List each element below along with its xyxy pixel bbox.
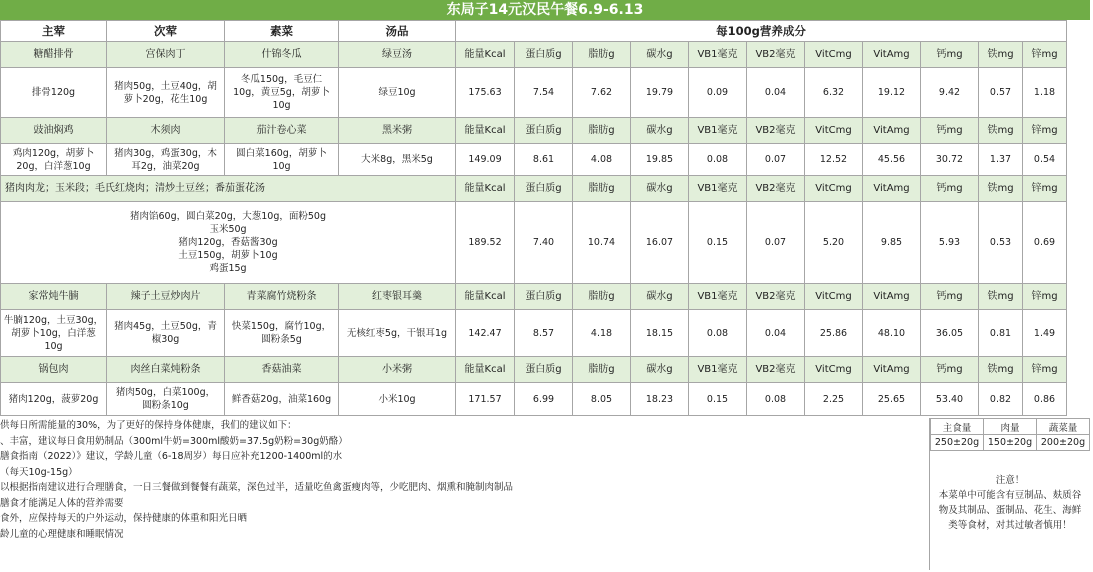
ingredient-line: 圆粉条5g (261, 334, 302, 345)
ingredient-line: 小米10g (378, 393, 416, 405)
ingredient-line: 圆粉条10g (142, 400, 189, 411)
nutrient-value: 12.52 (805, 144, 863, 176)
nutrient-value: 8.05 (573, 383, 631, 416)
nutrient-value: 0.08 (689, 310, 747, 357)
nutrient-label: 钙mg (921, 284, 979, 310)
nutrient-label: 锌mg (1023, 118, 1067, 144)
ingredient-line: 耳2g，油菜20g (131, 160, 200, 172)
nutrient-label: VitCmg (805, 284, 863, 310)
dish-ingredients (339, 68, 456, 118)
dish-name-main: 豉油焖鸡 (1, 118, 107, 144)
nutrient-label: VitAmg (863, 118, 921, 144)
dish-ingredients (107, 383, 225, 416)
header-main: 主荤 (1, 21, 107, 42)
nutrient-value: 18.23 (631, 383, 689, 416)
nutrient-label: 铁mg (979, 357, 1023, 383)
nutrient-label: 锌mg (1023, 176, 1067, 202)
nutrient-label: 锌mg (1023, 284, 1067, 310)
nutrient-value: 19.79 (631, 68, 689, 118)
dish-label-row (1, 176, 1067, 202)
nutrient-value: 4.18 (573, 310, 631, 357)
nutrient-label: 蛋白质g (515, 176, 573, 202)
combo-dish-title: 猪肉肉龙；玉米段；毛氏红烧肉；清炒土豆丝；番茄蛋花汤 (1, 176, 456, 202)
combo-ingredients (1, 202, 456, 284)
dish-ingredients (225, 310, 339, 357)
ingredient-line: 鸡肉120g，胡萝卜 (12, 147, 95, 159)
nutrient-label: VB2毫克 (747, 118, 805, 144)
nutrient-value: 7.62 (573, 68, 631, 118)
ingredient-line: 鸡蛋15g (209, 263, 247, 274)
nutrient-value: 9.85 (863, 202, 921, 284)
nutrient-label: VitCmg (805, 42, 863, 68)
nutrient-label: 铁mg (979, 118, 1023, 144)
nutrient-value: 0.15 (689, 383, 747, 416)
note-line: 龄儿童的心理健康和睡眠情况 (0, 528, 124, 540)
nutrient-value: 8.57 (515, 310, 573, 357)
dish-value-row (1, 383, 1067, 416)
nutrient-label: VB1毫克 (689, 176, 747, 202)
nutrient-value: 10.74 (573, 202, 631, 284)
ingredient-line: 绿豆10g (378, 87, 416, 98)
nutrient-label: VB1毫克 (689, 357, 747, 383)
dish-label-row (1, 357, 1067, 383)
nutrient-value: 0.07 (747, 202, 805, 284)
ingredient-line: 10g，黄豆5g，胡萝卜 (233, 87, 330, 98)
nutrient-label: 能量Kcal (456, 176, 515, 202)
nutrient-value: 1.18 (1023, 68, 1067, 118)
dish-name-veg: 青菜腐竹烧粉条 (225, 284, 339, 310)
nutrient-value: 0.04 (747, 68, 805, 118)
allergy-note (930, 451, 1090, 533)
nutrient-label: 蛋白质g (515, 118, 573, 144)
dish-value-row (1, 68, 1067, 118)
dish-name-soup: 红枣银耳羹 (339, 284, 456, 310)
header-soup: 汤品 (339, 21, 456, 42)
allergy-note-line: 类等食材，对其过敏者慎用！ (948, 520, 1072, 531)
nutrient-label: 脂肪g (573, 176, 631, 202)
dish-name-second: 肉丝白菜炖粉条 (107, 357, 225, 383)
dish-ingredients (1, 383, 107, 416)
nutrient-label: 铁mg (979, 284, 1023, 310)
ingredient-line: 猪肉120g，菠萝20g (8, 393, 99, 405)
portion-standard-table (930, 418, 1090, 451)
nutrient-label: VitCmg (805, 176, 863, 202)
nutrient-label: 碳水g (631, 284, 689, 310)
nutrient-label: VB1毫克 (689, 118, 747, 144)
nutrient-label: VitAmg (863, 357, 921, 383)
dish-name-soup: 小米粥 (339, 357, 456, 383)
dish-name-second: 辣子土豆炒肉片 (107, 284, 225, 310)
header-nutrition: 每100g营养成分 (456, 21, 1067, 42)
nutrient-value: 48.10 (863, 310, 921, 357)
standard-box (929, 418, 1090, 570)
std-value-veg: 200±20g (1037, 435, 1090, 451)
header-row (1, 21, 1067, 42)
nutrient-label: VitAmg (863, 284, 921, 310)
nutrient-value: 189.52 (456, 202, 515, 284)
note-line: 以根据指南建议进行合理膳食，一日三餐做到餐餐有蔬菜，深色过半，适量吃鱼禽蛋瘦肉等，少吃肥肉、烟熏和腌制肉制品 (0, 482, 514, 493)
dish-value-row (1, 144, 1067, 176)
nutrient-label: VitAmg (863, 42, 921, 68)
nutrient-value: 171.57 (456, 383, 515, 416)
std-header-staple: 主食量 (931, 419, 984, 435)
nutrient-label: 锌mg (1023, 42, 1067, 68)
nutrient-label: VB1毫克 (689, 42, 747, 68)
std-header-meat: 肉量 (984, 419, 1037, 435)
nutrient-value: 1.49 (1023, 310, 1067, 357)
note-line: 食外，应保持每天的户外运动，保持健康的体重和阳光日晒 (0, 513, 248, 524)
ingredient-line: 椒30g (151, 334, 180, 345)
note-line: 膳食指南（2022）》建议，学龄儿童（6-18周岁）每日应补充1200-1400ml的水 (0, 451, 343, 462)
nutrient-label: VB1毫克 (689, 284, 747, 310)
nutrient-value: 0.54 (1023, 144, 1067, 176)
std-value-meat: 150±20g (984, 435, 1037, 451)
note-line: 膳食才能满足人体的营养需要 (0, 497, 124, 509)
dish-label-row (1, 118, 1067, 144)
allergy-note-line: 物及其制品、蛋制品、花生、海鲜 (938, 505, 1082, 516)
nutrient-value: 53.40 (921, 383, 979, 416)
dish-name-second: 宫保肉丁 (107, 42, 225, 68)
dish-ingredients (107, 310, 225, 357)
nutrient-value: 16.07 (631, 202, 689, 284)
nutrient-value: 0.82 (979, 383, 1023, 416)
nutrient-value: 0.81 (979, 310, 1023, 357)
note-line: 供每日所需能量的30%，为了更好的保持身体健康，我们的建议如下： (0, 420, 297, 431)
dish-ingredients (1, 310, 107, 357)
nutrient-value: 7.54 (515, 68, 573, 118)
dish-ingredients (107, 68, 225, 118)
nutrient-label: 能量Kcal (456, 42, 515, 68)
dish-ingredients (225, 383, 339, 416)
dish-name-second: 木须肉 (107, 118, 225, 144)
nutrient-value: 0.15 (689, 202, 747, 284)
nutrient-label: 蛋白质g (515, 42, 573, 68)
nutrient-label: VB2毫克 (747, 357, 805, 383)
allergy-note-title: 注意！ (995, 475, 1025, 486)
dish-ingredients (339, 383, 456, 416)
ingredient-line: 大米8g，黑米5g (361, 154, 433, 165)
dish-ingredients (225, 68, 339, 118)
nutrient-value: 8.61 (515, 144, 573, 176)
nutrient-value: 0.08 (689, 144, 747, 176)
dish-value-row (1, 310, 1067, 357)
nutrient-value: 19.12 (863, 68, 921, 118)
nutrient-value: 6.32 (805, 68, 863, 118)
nutrient-label: VB2毫克 (747, 42, 805, 68)
nutrient-value: 0.04 (747, 310, 805, 357)
nutrient-value: 2.25 (805, 383, 863, 416)
nutrient-label: 铁mg (979, 42, 1023, 68)
header-second: 次荤 (107, 21, 225, 42)
nutrient-value: 0.57 (979, 68, 1023, 118)
nutrient-label: VitCmg (805, 118, 863, 144)
nutrient-label: 钙mg (921, 42, 979, 68)
nutrient-label: VitCmg (805, 357, 863, 383)
ingredient-line: 玉米50g (209, 224, 247, 235)
nutrient-value: 0.07 (747, 144, 805, 176)
dish-name-veg: 什锦冬瓜 (225, 42, 339, 68)
nutrient-value: 0.09 (689, 68, 747, 118)
nutrient-label: 能量Kcal (456, 118, 515, 144)
std-header-veg: 蔬菜量 (1037, 419, 1090, 435)
ingredient-line: 牛腩120g，土豆30g， (3, 314, 104, 326)
nutrient-label: 蛋白质g (515, 357, 573, 383)
allergy-note-line: 本菜单中可能含有豆制品、麸质谷 (938, 490, 1082, 501)
dish-name-veg: 茄汁卷心菜 (225, 118, 339, 144)
ingredient-line: 10g (272, 100, 291, 111)
dish-value-row (1, 202, 1067, 284)
nutrient-label: 碳水g (631, 42, 689, 68)
ingredient-line: 猪肉50g，白菜100g， (115, 387, 216, 398)
nutrient-value: 5.20 (805, 202, 863, 284)
dish-name-soup: 绿豆汤 (339, 42, 456, 68)
nutrient-label: VitAmg (863, 176, 921, 202)
dish-ingredients (339, 310, 456, 357)
nutrient-label: 脂肪g (573, 118, 631, 144)
ingredient-line: 快菜150g，腐竹10g， (231, 321, 332, 332)
nutrient-value: 19.85 (631, 144, 689, 176)
ingredient-line: 土豆150g，胡萝卜10g (178, 250, 278, 261)
nutrient-value: 0.53 (979, 202, 1023, 284)
notes-block (0, 418, 929, 570)
nutrient-value: 25.86 (805, 310, 863, 357)
dish-label-row (1, 284, 1067, 310)
nutrient-value: 0.08 (747, 383, 805, 416)
ingredient-line: 萝卜20g，花生10g (123, 93, 208, 105)
nutrient-label: 碳水g (631, 176, 689, 202)
nutrient-value: 0.69 (1023, 202, 1067, 284)
dish-name-veg: 香菇油菜 (225, 357, 339, 383)
ingredient-line: 胡萝卜10g，白洋葱10g (11, 327, 96, 352)
nutrient-label: 钙mg (921, 118, 979, 144)
ingredient-line: 10g (272, 160, 291, 172)
nutrient-label: 脂肪g (573, 42, 631, 68)
nutrient-label: 碳水g (631, 357, 689, 383)
ingredient-line: 鲜香菇20g，油菜160g (231, 393, 332, 405)
nutrient-label: 钙mg (921, 176, 979, 202)
ingredient-line: 无核红枣5g，干银耳1g (346, 327, 448, 339)
sheet-title: 东局子14元汉民午餐6.9-6.13 (0, 0, 1090, 20)
dish-ingredients (107, 144, 225, 176)
dish-ingredients (339, 144, 456, 176)
nutrient-value: 45.56 (863, 144, 921, 176)
nutrient-value: 25.65 (863, 383, 921, 416)
nutrient-label: 铁mg (979, 176, 1023, 202)
nutrient-label: 脂肪g (573, 284, 631, 310)
nutrient-label: 蛋白质g (515, 284, 573, 310)
nutrient-label: 能量Kcal (456, 284, 515, 310)
nutrient-label: 钙mg (921, 357, 979, 383)
nutrient-value: 5.93 (921, 202, 979, 284)
dish-ingredients (225, 144, 339, 176)
menu-table (0, 20, 1067, 416)
nutrient-label: 脂肪g (573, 357, 631, 383)
nutrient-label: 锌mg (1023, 357, 1067, 383)
dish-name-main: 糖醋排骨 (1, 42, 107, 68)
ingredient-line: 猪肉120g，香菇酱30g (178, 237, 278, 248)
nutrient-label: 碳水g (631, 118, 689, 144)
ingredient-line: 猪肉馅60g，圆白菜20g，大葱10g，面粉50g (130, 211, 326, 222)
nutrient-value: 36.05 (921, 310, 979, 357)
dish-name-soup: 黑米粥 (339, 118, 456, 144)
nutrient-value: 18.15 (631, 310, 689, 357)
nutrient-value: 175.63 (456, 68, 515, 118)
ingredient-line: 圆白菜160g，胡萝卜 (236, 147, 327, 159)
dish-name-main: 锅包肉 (1, 357, 107, 383)
ingredient-line: 猪肉45g，土豆50g，青 (114, 321, 217, 332)
ingredient-line: 20g，白洋葱10g (16, 160, 91, 172)
dish-name-main: 家常炖牛腩 (1, 284, 107, 310)
ingredient-line: 猪肉30g，鸡蛋30g，木 (114, 147, 217, 159)
nutrient-value: 1.37 (979, 144, 1023, 176)
dish-ingredients (1, 144, 107, 176)
dish-ingredients (1, 68, 107, 118)
note-line: 、丰富，建议每日食用奶制品（300ml牛奶=300ml酸奶=37.5g奶粉=30g奶酪） (0, 435, 348, 447)
nutrient-value: 142.47 (456, 310, 515, 357)
nutrient-value: 4.08 (573, 144, 631, 176)
nutrient-value: 0.86 (1023, 383, 1067, 416)
note-line: （每天10g-15g） (0, 466, 78, 478)
nutrient-label: 能量Kcal (456, 357, 515, 383)
ingredient-line: 排骨120g (31, 87, 76, 98)
nutrient-value: 7.40 (515, 202, 573, 284)
ingredient-line: 冬瓜150g，毛豆仁 (240, 74, 323, 85)
std-value-staple: 250±20g (931, 435, 984, 451)
nutrient-value: 30.72 (921, 144, 979, 176)
header-veg: 素菜 (225, 21, 339, 42)
nutrient-label: VB2毫克 (747, 284, 805, 310)
nutrient-value: 6.99 (515, 383, 573, 416)
nutrient-value: 9.42 (921, 68, 979, 118)
ingredient-line: 猪肉50g，土豆40g，胡 (114, 80, 217, 92)
dish-label-row (1, 42, 1067, 68)
nutrient-label: VB2毫克 (747, 176, 805, 202)
nutrient-value: 149.09 (456, 144, 515, 176)
